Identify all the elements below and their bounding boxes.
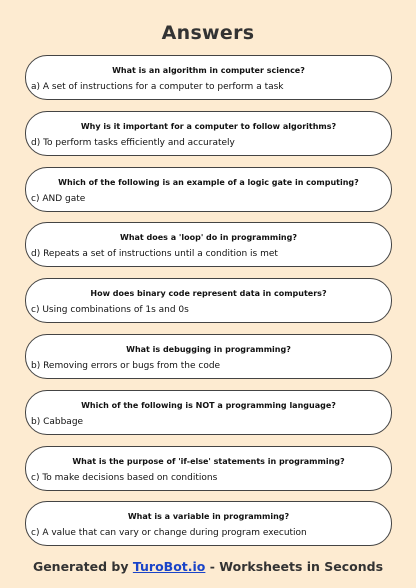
- answer-card: [25, 501, 392, 546]
- answer-card: [25, 222, 392, 267]
- answer-text: c) A value that can vary or change during program execution: [31, 528, 307, 539]
- question-text: Which of the following is NOT a programming language?: [81, 400, 336, 410]
- question-text: How does binary code represent data in computers?: [90, 289, 327, 299]
- answer-card: [25, 55, 392, 100]
- answer-card: [25, 334, 392, 379]
- answer-text: b) Cabbage: [31, 416, 84, 427]
- answer-card: [25, 111, 392, 156]
- answer-list: [25, 55, 392, 557]
- answer-text: c) Using combinations of 1s and 0s: [31, 305, 189, 316]
- answer-card: [25, 278, 392, 323]
- footer-prefix: Generated by: [32, 559, 133, 574]
- answer-text: c) AND gate: [31, 193, 86, 204]
- question-text: What is an algorithm in computer science?: [112, 66, 305, 75]
- answer-card: [25, 390, 392, 435]
- footer: [0, 559, 416, 574]
- answer-text: d) Repeats a set of instructions until a condition is met: [31, 249, 278, 260]
- question-text: What does a 'loop' do in programming?: [120, 233, 297, 243]
- question-text: What is the purpose of 'if-else' statements in programming?: [72, 456, 345, 466]
- answer-card: [25, 167, 392, 212]
- question-text: Which of the following is an example of a logic gate in computing?: [58, 177, 359, 187]
- answer-text: c) To make decisions based on conditions: [31, 472, 218, 483]
- question-text: Why is it important for a computer to follow algorithms?: [80, 121, 337, 131]
- footer-suffix: - Worksheets in Seconds: [205, 559, 384, 574]
- page-title: Answers: [161, 22, 255, 44]
- question-text: What is a variable in programming?: [127, 512, 290, 522]
- answer-text: a) A set of instructions for a computer to perform a task: [31, 82, 284, 92]
- turobot-link[interactable]: TuroBot.io: [132, 559, 206, 574]
- question-text: What is debugging in programming?: [126, 344, 291, 354]
- answer-card: [25, 446, 392, 491]
- answer-text: d) To perform tasks efficiently and accurately: [31, 137, 235, 148]
- answer-text: b) Removing errors or bugs from the code: [31, 360, 221, 371]
